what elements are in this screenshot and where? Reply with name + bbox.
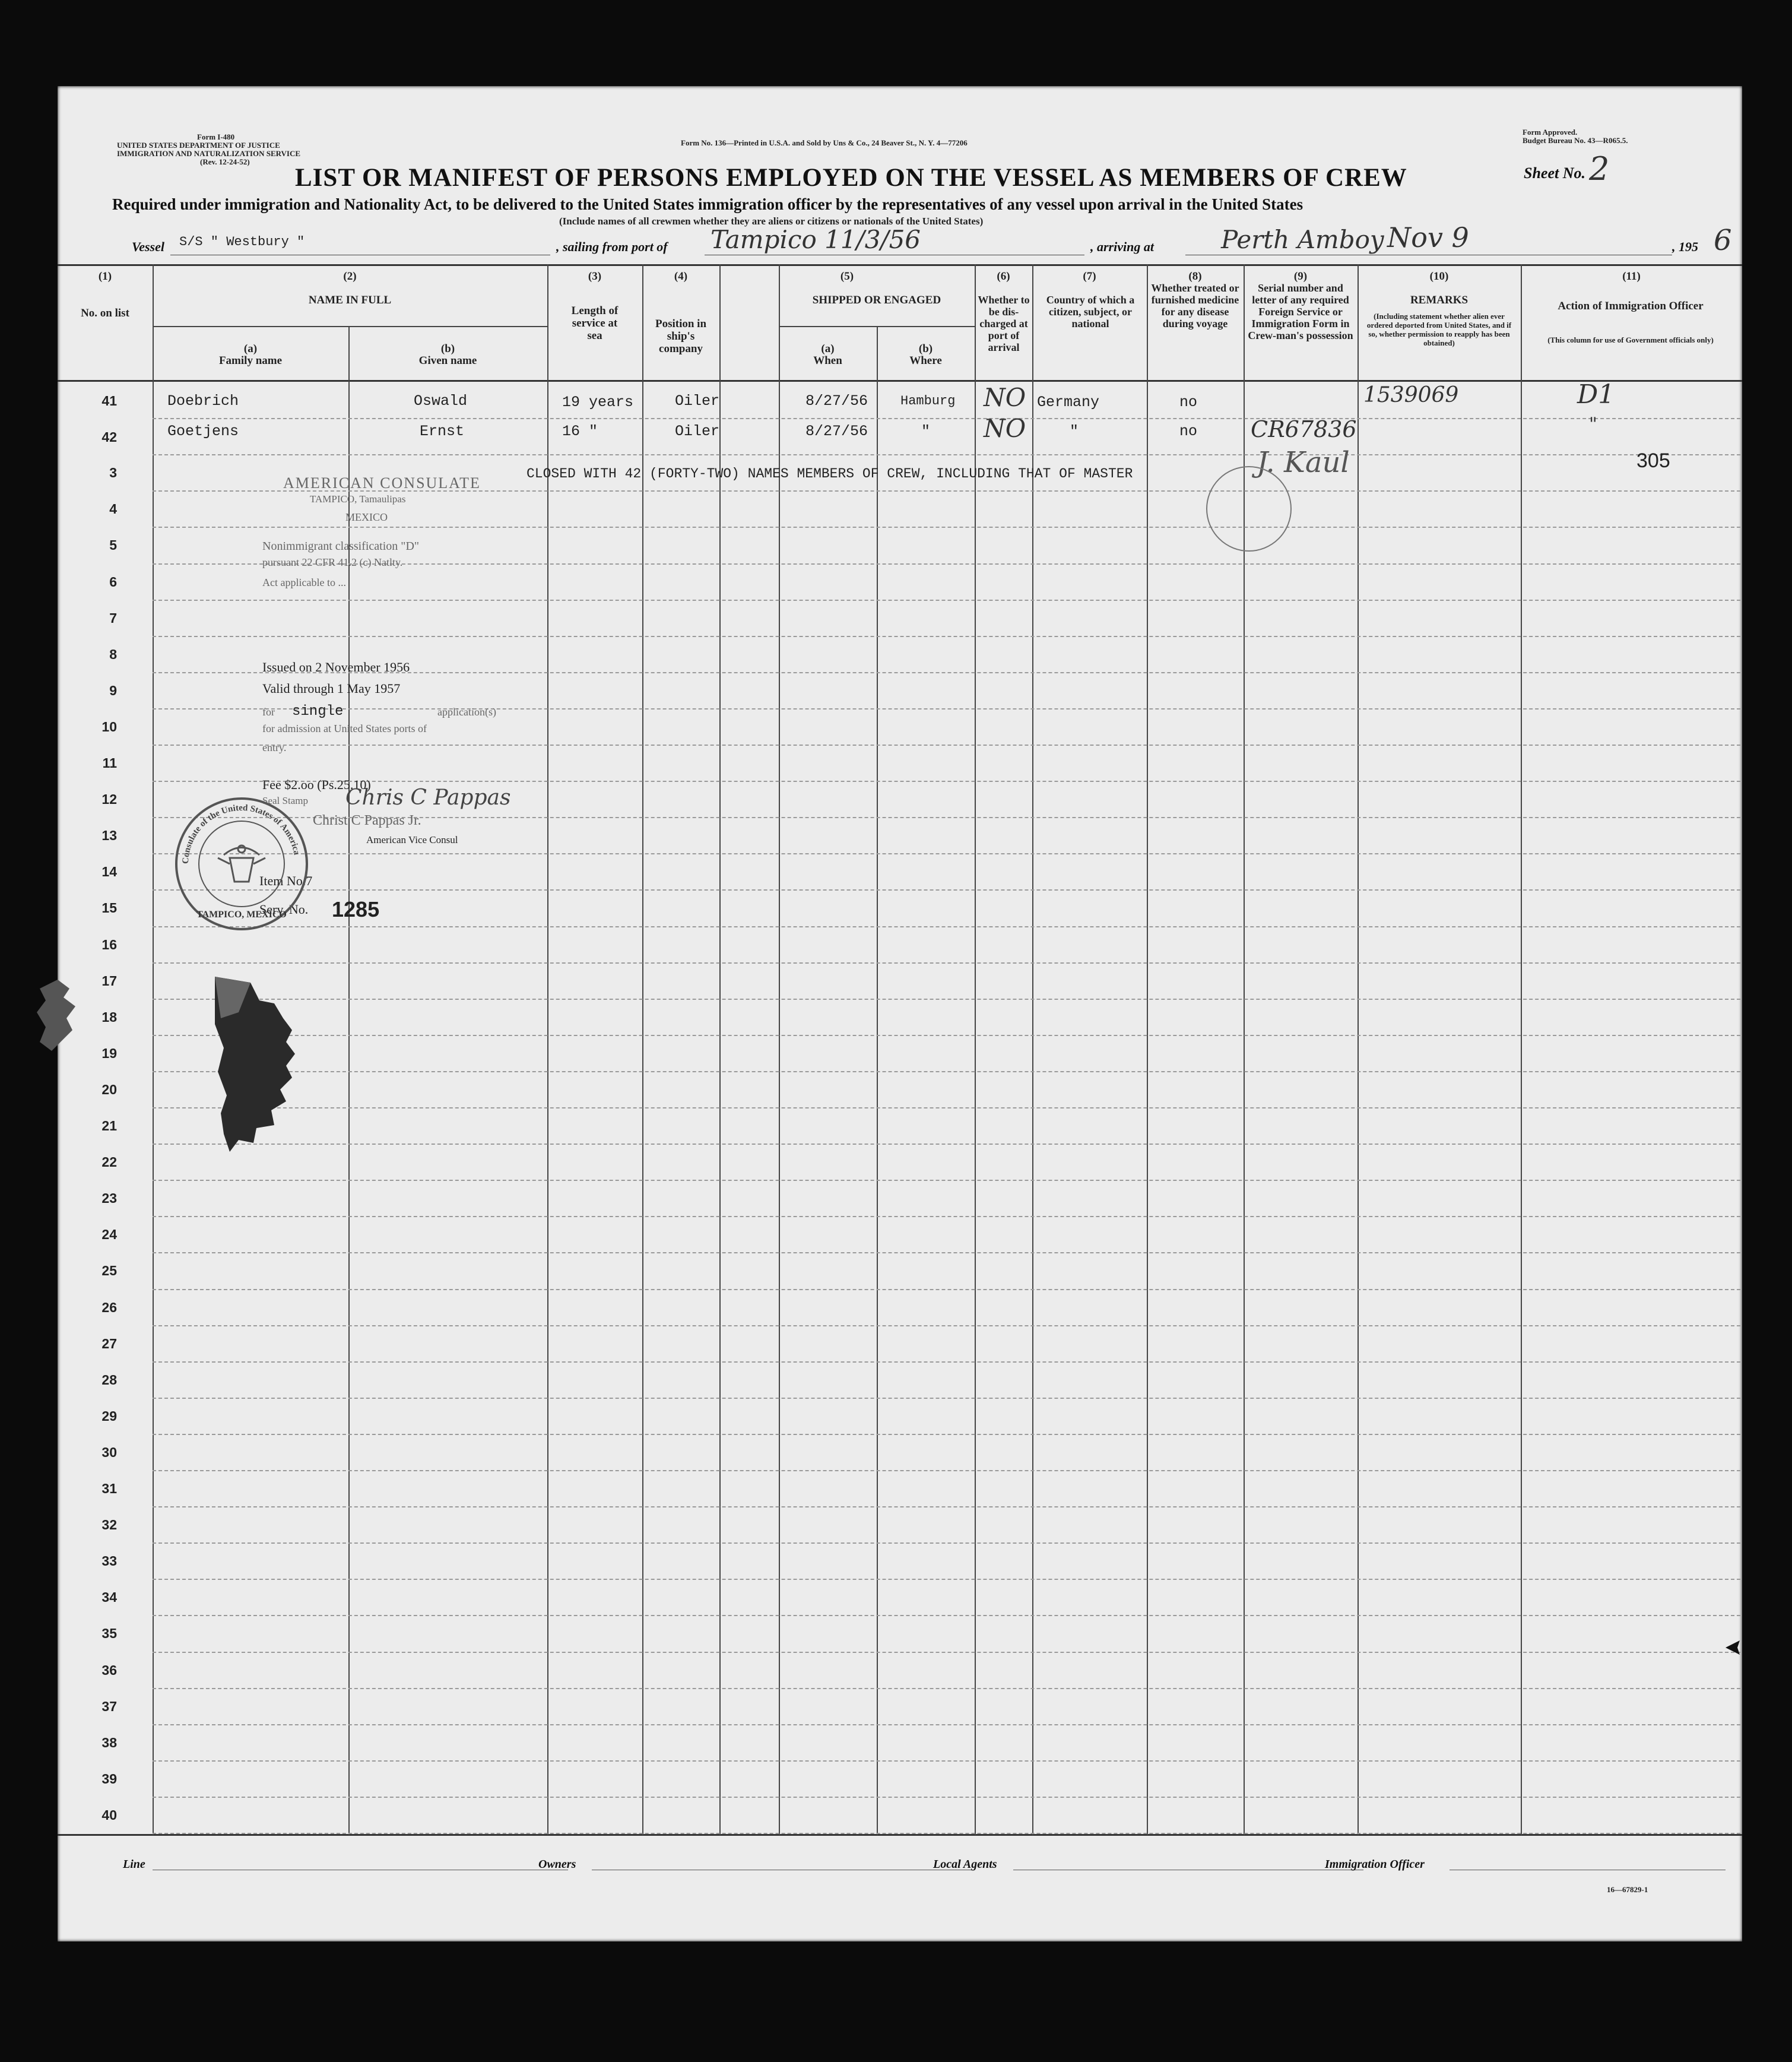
row-number: 4: [109, 501, 117, 517]
col3-label: Length of service at sea: [571, 305, 619, 342]
item-number: Item No.7: [259, 873, 313, 888]
printer-note: Form No. 136—Printed in U.S.A. and Sold by Uns & Co., 24 Beaver St., N. Y. 4—77206: [681, 138, 968, 147]
row-separator: [153, 1107, 1740, 1108]
handwritten-circle: [1206, 466, 1292, 552]
year-label: , 195: [1672, 239, 1698, 254]
row-separator: [153, 1144, 1740, 1145]
vessel-label: Vessel: [132, 239, 164, 254]
row1-country: Germany: [1037, 394, 1100, 411]
row-number: 30: [102, 1444, 117, 1460]
seal-stamp-text: Seal Stamp: [262, 795, 308, 806]
row2-when: 8/27/56: [805, 423, 868, 440]
single-entry: single: [292, 704, 344, 720]
row-number: 22: [102, 1154, 117, 1170]
row2-where: ": [921, 423, 931, 440]
col6-label: Whether to be dis-charged at port of arrival: [978, 294, 1030, 353]
row1-medicine: no: [1179, 394, 1198, 411]
arrival-date: Nov 9: [1387, 221, 1469, 254]
row-number: 12: [102, 791, 117, 807]
row-separator: [153, 926, 1740, 927]
wax-seal-icon: [203, 977, 304, 1155]
row2-length: 16 ": [562, 423, 598, 440]
row-number: 14: [102, 864, 117, 880]
col3-num: (3): [588, 270, 602, 283]
issued-date: Issued on 2 November 1956: [262, 660, 410, 674]
row-separator: [153, 1434, 1740, 1435]
col5-num: (5): [840, 270, 854, 283]
row1-length: 19 years: [562, 394, 634, 411]
row-separator: [153, 999, 1740, 1000]
row-separator: [153, 1724, 1740, 1725]
revision-date: (Rev. 12-24-52): [200, 157, 250, 166]
row1-given-name: Oswald: [414, 392, 468, 410]
row-number: 13: [102, 828, 117, 844]
row-number: 37: [102, 1698, 117, 1714]
consulate-classification: Nonimmigrant classification "D": [262, 540, 420, 553]
row1-where: Hamburg: [900, 394, 956, 408]
vice-consul-name: Christ C Pappas Jr.: [313, 813, 421, 828]
row-number: 25: [102, 1263, 117, 1279]
serv-number: 1285: [332, 897, 380, 921]
consulate-act: Act applicable to ...: [262, 577, 346, 588]
row2-discharged: NO: [984, 414, 1026, 443]
row-number: 8: [109, 646, 117, 662]
col9-num: (9): [1293, 270, 1308, 283]
row-number: 39: [102, 1770, 117, 1787]
sailing-label: , sailing from port of: [556, 239, 668, 254]
row-separator: [153, 1252, 1740, 1253]
row-number: 35: [102, 1626, 117, 1642]
col9-label: Serial number and letter of any required Foreign Service or Immigration Form in Crew-man's possession: [1248, 282, 1353, 341]
consulate-line2: TAMPICO, Tamaulipas: [310, 493, 406, 505]
col7-label: Country of which a citizen, subject, or national: [1046, 294, 1135, 330]
row-no-42: 42: [102, 429, 117, 445]
col5-label: SHIPPED OR ENGAGED: [812, 294, 941, 306]
row-separator: [153, 1071, 1740, 1072]
seal-outer-text: Consulate of the United States of America: [180, 803, 302, 864]
row-number: 21: [102, 1118, 117, 1133]
admission-text: for admission at United States ports of: [262, 723, 427, 734]
row-number: 16: [102, 936, 117, 952]
seal-bottom-text: TAMPICO, MEXICO: [196, 910, 287, 920]
for-label: for: [262, 706, 275, 718]
row1-when: 8/27/56: [805, 392, 868, 410]
col10-note: (Including statement whether alien ever ordered deported from United States, and if so, whether permission to reapply has been obtained): [1366, 312, 1512, 347]
sheet-number: 2: [1589, 150, 1610, 188]
row-separator: [153, 1542, 1740, 1544]
row-separator: [153, 1180, 1740, 1181]
row-number: 34: [102, 1589, 117, 1605]
row-number: 23: [102, 1190, 117, 1206]
col2b-label: Given name: [418, 354, 477, 367]
consulate-pursuant: pursuant 22 CFR 41.2 (c) Natlty.: [262, 556, 403, 568]
row-separator: [153, 745, 1740, 746]
footer-agents-label: Local Agents: [933, 1858, 997, 1871]
row-separator: [153, 527, 1740, 528]
row-separator: [153, 889, 1740, 891]
edge-mark-icon: [1726, 1640, 1741, 1655]
col4-label: Position in ship's company: [655, 318, 707, 355]
col2-num: (2): [343, 270, 357, 283]
row-number: 6: [109, 574, 117, 590]
row-separator: [153, 1506, 1740, 1507]
col11-note: (This column for use of Government officials only): [1547, 335, 1714, 344]
form-approved: Form Approved.: [1523, 128, 1578, 137]
row-number: 5: [109, 537, 117, 553]
row-number: 10: [102, 718, 117, 734]
row-separator: [153, 636, 1740, 637]
row-number: 27: [102, 1335, 117, 1351]
row-number: 3: [109, 465, 117, 481]
form-number: Form I-480: [197, 132, 235, 141]
row2-action: ": [1589, 414, 1597, 435]
col6-num: (6): [997, 270, 1010, 283]
row1-discharged: NO: [984, 383, 1026, 412]
col2-label: NAME IN FULL: [308, 294, 392, 306]
row-separator: [153, 454, 1740, 455]
row-separator: [153, 1325, 1740, 1326]
col2a-num: (a): [243, 343, 258, 355]
col5b-num: (b): [918, 343, 933, 355]
col1-label: No. on list: [81, 307, 129, 319]
col2b-num: (b): [440, 343, 455, 355]
row-separator: [153, 1216, 1740, 1217]
valid-through: Valid through 1 May 1957: [262, 681, 401, 696]
row-number: 20: [102, 1081, 117, 1097]
row2-given-name: Ernst: [420, 423, 465, 440]
col1-num: (1): [98, 270, 112, 283]
consular-seal-icon: [170, 793, 313, 935]
row2-position: Oiler: [675, 423, 720, 440]
ink-blot-icon: [28, 977, 87, 1054]
row-number: 7: [109, 610, 117, 626]
row-number: 33: [102, 1553, 117, 1569]
application-label: application(s): [437, 706, 496, 718]
manifest-page: [58, 86, 1742, 1941]
row-number: 18: [102, 1009, 117, 1025]
subtitle: Required under immigration and Nationality Act, to be delivered to the United States immigration officer by the representatives of any vessel upon arrival in the United States: [112, 195, 1303, 213]
row-number: 28: [102, 1372, 117, 1388]
row1-position: Oiler: [675, 392, 720, 410]
side-number: 305: [1636, 449, 1670, 472]
row-separator: [153, 1579, 1740, 1580]
row-number: 36: [102, 1662, 117, 1678]
row1-action: D1: [1577, 379, 1615, 410]
row-separator: [153, 1615, 1740, 1616]
row-separator: [153, 418, 1740, 419]
row-number: 11: [102, 755, 117, 771]
consulate-line1: AMERICAN CONSULATE: [283, 474, 481, 492]
row-number: 15: [102, 900, 117, 916]
fee-text: Fee $2.oo (Ps.25.10): [262, 777, 371, 792]
budget-bureau: Budget Bureau No. 43—R065.5.: [1523, 136, 1628, 145]
row-separator: [153, 781, 1740, 782]
col8-num: (8): [1188, 270, 1202, 283]
row-separator: [153, 1289, 1740, 1290]
row2-medicine: no: [1179, 423, 1198, 440]
row2-serial: CR67836: [1251, 416, 1357, 442]
row-separator: [153, 1797, 1740, 1798]
row-number: 40: [102, 1807, 117, 1823]
row-separator: [153, 1688, 1740, 1689]
row1-remarks: 1539069: [1363, 383, 1459, 407]
col7-num: (7): [1083, 270, 1096, 283]
row-separator: [153, 1398, 1740, 1399]
row-number: 24: [102, 1227, 117, 1243]
row-number: 26: [102, 1299, 117, 1315]
entry-text: entry.: [262, 742, 287, 753]
footer-code: 16—67829-1: [1607, 1885, 1648, 1894]
row-number: 31: [102, 1481, 117, 1496]
footer-owners-label: Owners: [538, 1858, 576, 1871]
col11-label: Action of Immigration Officer: [1558, 300, 1704, 312]
row-number: 17: [102, 973, 117, 989]
col5a-num: (a): [821, 343, 835, 355]
year-digit: 6: [1714, 224, 1732, 257]
row-number: 38: [102, 1734, 117, 1750]
page-title: LIST OR MANIFEST OF PERSONS EMPLOYED ON THE VESSEL AS MEMBERS OF CREW: [295, 164, 1407, 192]
row1-family-name: Doebrich: [167, 392, 239, 410]
col5a-label: When: [813, 354, 842, 367]
vessel-name: S/S " Westbury ": [179, 235, 305, 249]
arriving-port: Perth Amboy: [1221, 225, 1384, 254]
row-separator: [153, 600, 1740, 601]
department-name: UNITED STATES DEPARTMENT OF JUSTICE: [117, 141, 280, 150]
col10-num: (10): [1429, 270, 1449, 283]
row-separator: [153, 1361, 1740, 1363]
vice-consul-title: American Vice Consul: [366, 834, 458, 845]
row-separator: [153, 1760, 1740, 1762]
col10-label: REMARKS: [1410, 294, 1469, 306]
include-note: (Include names of all crewmen whether they are aliens or citizens or nationals of the United States): [559, 216, 984, 227]
row-number: 29: [102, 1408, 117, 1424]
col8-label: Whether treated or furnished medicine for any disease during voyage: [1151, 282, 1239, 330]
service-name: IMMIGRATION AND NATURALIZATION SERVICE: [117, 149, 301, 158]
row2-country: ": [1070, 423, 1079, 440]
arriving-label: , arriving at: [1090, 239, 1154, 254]
row-number: 19: [102, 1045, 117, 1061]
row-number: 32: [102, 1517, 117, 1533]
sailing-port: Tampico 11/3/56: [711, 225, 921, 254]
row-number: 9: [109, 682, 117, 698]
footer-line-label: Line: [123, 1858, 145, 1871]
footer-officer-label: Immigration Officer: [1325, 1858, 1425, 1871]
initials-signature: J. Kaul: [1257, 446, 1350, 479]
row-separator: [153, 1470, 1740, 1471]
vice-consul-signature: Chris C Pappas: [345, 785, 511, 810]
row-separator: [153, 1833, 1740, 1834]
row-separator: [153, 962, 1740, 964]
col11-num: (11): [1622, 270, 1641, 283]
col2a-label: Family name: [218, 354, 283, 367]
row2-family-name: Goetjens: [167, 423, 239, 440]
serv-label: Serv. No.: [259, 902, 309, 917]
consulate-line3: MEXICO: [345, 511, 388, 523]
row-separator: [153, 708, 1740, 709]
col5b-label: Where: [909, 354, 942, 367]
sheet-label: Sheet No.: [1524, 164, 1585, 182]
row-separator: [153, 1652, 1740, 1653]
closing-note: CLOSED WITH 42 (FORTY-TWO) NAMES MEMBERS OF CREW, INCLUDING THAT OF MASTER: [527, 466, 1133, 482]
row-no-41: 41: [102, 393, 117, 408]
row-separator: [153, 853, 1740, 854]
row-separator: [153, 1035, 1740, 1036]
col4-num: (4): [674, 270, 688, 283]
